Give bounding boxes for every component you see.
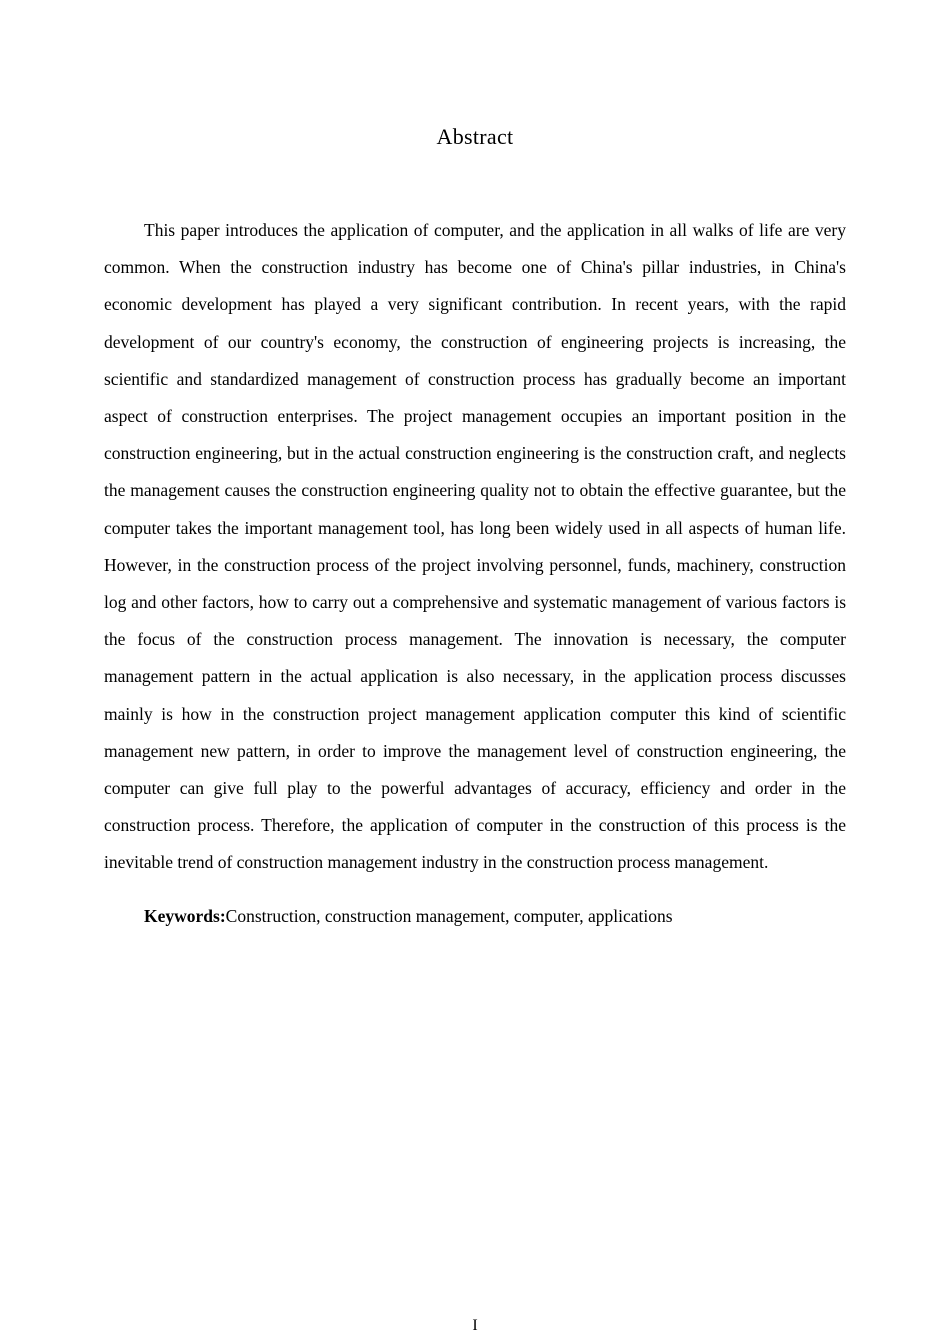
abstract-paragraph: This paper introduces the application of computer, and the application in all walks of life are very common. When the construction industry has become one of China's pillar industries, in China's economic development has played a very significant contribution. In recent years, with the rapid development of our country's economy, the construction of engineering projects is increasing, the scientific and standardized management of construction process has gradually become an important aspect of construction enterprises. The project management occupies an important position in the construction engineering, but in the actual construction engineering is the construction craft, and neglects the management causes the construction engineering quality not to obtain the effective guarantee, but the computer takes the important management tool, has long been widely used in all aspects of human life. However, in the construction process of the project involving personnel, funds, machinery, construction log and other factors, how to carry out a comprehensive and systematic management of various factors is the focus of the construction process management. The innovation is necessary, the computer management pattern in the actual application is also necessary, in the application process discusses mainly is how in the construction project management application computer this kind of scientific management new pattern, in order to improve the management level of construction engineering, the computer can give full play to the powerful advantages of accuracy, efficiency and order in the construction process. Therefore, the application of computer in the construction of this process is the inevitable trend of construction management industry in the construction process management.: [104, 220, 846, 873]
document-body: [104, 150, 846, 935]
page-title: Abstract: [436, 124, 514, 149]
keywords-line: [104, 882, 846, 935]
page-number: I: [472, 1317, 478, 1334]
keywords-label: Keywords:: [144, 905, 226, 926]
keywords-value: Construction, construction management, computer, applications: [225, 905, 673, 926]
